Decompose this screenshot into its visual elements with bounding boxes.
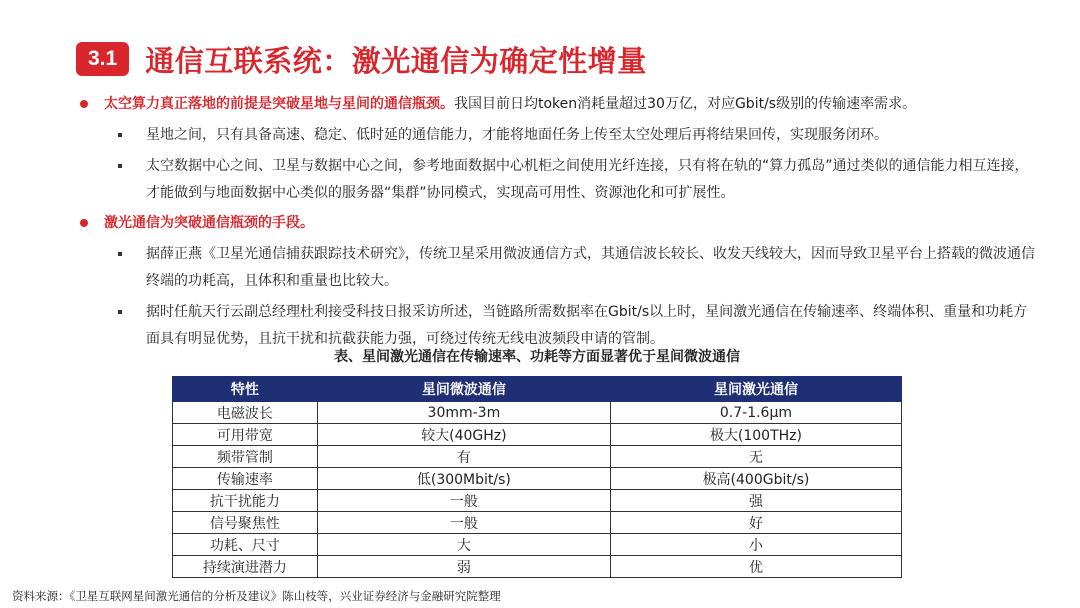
table-cell: 可用带宽 bbox=[173, 424, 318, 446]
bullet-1 bbox=[76, 92, 1036, 116]
sub-bullet-icon bbox=[118, 164, 122, 168]
source-note: 资料来源：《卫星互联网星间激光通信的分析及建议》陈山枝等，兴业证券经济与金融研究院整理 bbox=[12, 589, 501, 603]
table-row bbox=[173, 512, 902, 534]
sub-bullet-icon bbox=[118, 252, 122, 256]
table-header-cell: 星间激光通信 bbox=[610, 377, 901, 402]
table-cell: 频带管制 bbox=[173, 446, 318, 468]
table-header-cell: 特性 bbox=[173, 377, 318, 402]
bullet-dot-icon bbox=[80, 219, 88, 227]
page-title: 通信互联系统：激光通信为确定性增量 bbox=[145, 43, 647, 78]
table-row bbox=[173, 402, 902, 424]
table-caption: 表、星间激光通信在传输速率、功耗等方面显著优于星间微波通信 bbox=[334, 349, 740, 365]
bullet-1-highlight: 太空算力真正落地的前提是突破星地与星间的通信瓶颈。 bbox=[104, 96, 454, 112]
bullet-1-sub-1 bbox=[76, 122, 1036, 149]
table-cell: 大 bbox=[317, 534, 610, 556]
table-cell: 电磁波长 bbox=[173, 402, 318, 424]
table-header-row bbox=[173, 377, 902, 402]
bullet-2-sub-2-text: 据时任航天行云副总经理杜利接受科技日报采访所述，当链路所需数据率在Gbit/s以上时，星间激光通信在传输速率、终端体积、重量和功耗方面具有明显优势，且抗干扰和抗截获能力强，可绕过传统无线电波频段申请的管制。 bbox=[146, 304, 1028, 347]
table-cell: 持续演进潜力 bbox=[173, 556, 318, 578]
table-cell: 一般 bbox=[317, 490, 610, 512]
bullet-2-sub-1 bbox=[76, 241, 1036, 295]
bullet-1-text: 我国目前日均token消耗量超过30万亿，对应Gbit/s级别的传输速率需求。 bbox=[454, 96, 917, 112]
table-row bbox=[173, 490, 902, 512]
table-cell: 信号聚焦性 bbox=[173, 512, 318, 534]
table-cell: 低(300Mbit/s) bbox=[317, 468, 610, 490]
table-cell: 小 bbox=[610, 534, 901, 556]
bullet-2 bbox=[76, 211, 1036, 235]
bullet-2-sub-2 bbox=[76, 299, 1036, 353]
sub-bullet-icon bbox=[118, 310, 122, 314]
comparison-table bbox=[172, 376, 902, 578]
table-cell: 无 bbox=[610, 446, 901, 468]
table-cell: 较大(40GHz) bbox=[317, 424, 610, 446]
table-cell: 极高(400Gbit/s) bbox=[610, 468, 901, 490]
bullet-1-sub-2-text: 太空数据中心之间、卫星与数据中心之间，参考地面数据中心机柜之间使用光纤连接，只有将在轨的“算力孤岛”通过类似的通信能力相互连接，才能做到与地面数据中心类似的服务器“集群”协同模式，实现高可用性、资源池化和可扩展性。 bbox=[146, 158, 1029, 201]
table-row bbox=[173, 424, 902, 446]
table-cell: 优 bbox=[610, 556, 901, 578]
bullet-2-highlight: 激光通信为突破通信瓶颈的手段。 bbox=[104, 215, 314, 231]
table-cell: 传输速率 bbox=[173, 468, 318, 490]
table-row bbox=[173, 446, 902, 468]
bullet-2-sub-1-text: 据薛正燕《卫星光通信捕获跟踪技术研究》，传统卫星采用微波通信方式，其通信波长较长、收发天线较大，因而导致卫星平台上搭载的微波通信终端的功耗高，且体积和重量也比较大。 bbox=[146, 246, 1035, 289]
table-cell: 弱 bbox=[317, 556, 610, 578]
table-cell: 好 bbox=[610, 512, 901, 534]
bullet-1-sub-1-text: 星地之间，只有具备高速、稳定、低时延的通信能力，才能将地面任务上传至太空处理后再将结果回传，实现服务闭环。 bbox=[146, 127, 888, 143]
table-row bbox=[173, 556, 902, 578]
table-cell: 30mm-3m bbox=[317, 402, 610, 424]
table-cell: 极大(100THz) bbox=[610, 424, 901, 446]
section-number-badge: 3.1 bbox=[76, 42, 129, 76]
bullet-1-sub-2 bbox=[76, 153, 1036, 207]
table-cell: 功耗、尺寸 bbox=[173, 534, 318, 556]
bullet-dot-icon bbox=[80, 100, 88, 108]
table-cell: 抗干扰能力 bbox=[173, 490, 318, 512]
sub-bullet-icon bbox=[118, 133, 122, 137]
bullet-content bbox=[76, 92, 1036, 357]
table-cell: 0.7-1.6μm bbox=[610, 402, 901, 424]
table-cell: 强 bbox=[610, 490, 901, 512]
table-row bbox=[173, 468, 902, 490]
table-header-cell: 星间微波通信 bbox=[317, 377, 610, 402]
table-cell: 一般 bbox=[317, 512, 610, 534]
table-cell: 有 bbox=[317, 446, 610, 468]
table-row bbox=[173, 534, 902, 556]
title-row bbox=[76, 38, 647, 80]
